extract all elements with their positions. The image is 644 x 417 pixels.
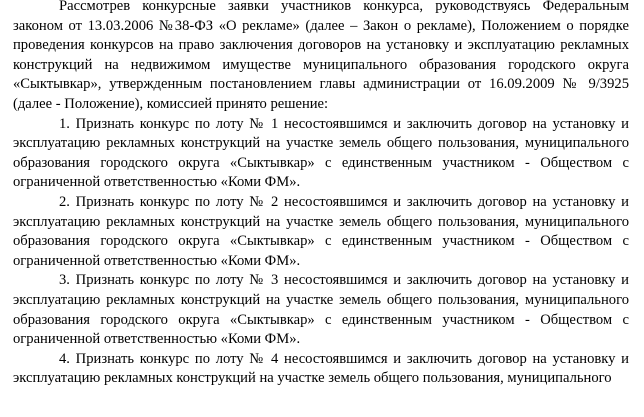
decision-item-3: 3. Признать конкурс по лоту № 3 несостоявшимся и заключить договор на установку и эксплуатацию рекламных конструкций на участке земель общего пользования, муниципального образования городского округа «Сыктывкар» с единственным участником - Обществом с ограниченной ответственностью «Коми ФМ». xyxy=(13,272,629,348)
decision-item-4: 4. Признать конкурс по лоту № 4 несостоявшимся и заключить договор на установку и эксплуатацию рекламных конструкций на участке земель общего пользования, муниципального xyxy=(13,350,629,387)
decision-item-2: 2. Признать конкурс по лоту № 2 несостоявшимся и заключить договор на установку и эксплуатацию рекламных конструкций на участке земель общего пользования, муниципального образования городского округа «Сыктывкар» с единственным участником - Обществом с ограниченной ответственностью «Коми ФМ». xyxy=(13,193,629,269)
decision-item-1: 1. Признать конкурс по лоту № 1 несостоявшимся и заключить договор на установку и эксплуатацию рекламных конструкций на участке земель общего пользования, муниципального образования городского округа «Сыктывкар» с единственным участником - Обществом с ограниченной ответственностью «Коми ФМ». xyxy=(13,115,629,191)
intro-paragraph: Рассмотрев конкурсные заявки участников конкурса, руководствуясь Федеральным законом от 13.03.2006 №38-ФЗ «О рекламе» (далее – Закон о рекламе), Положением о порядке проведения конкурсов на право заключения договоров на установку и эксплуатацию рекламных конструкций на недвижимом имуществе муниципального образования городского округа «Сыктывкар», утвержденным постановлением главы администрации от 16.09.2009 № 9/3925 (далее - Положение), комиссией принято решение: xyxy=(13,0,629,112)
document-body xyxy=(13,0,629,389)
